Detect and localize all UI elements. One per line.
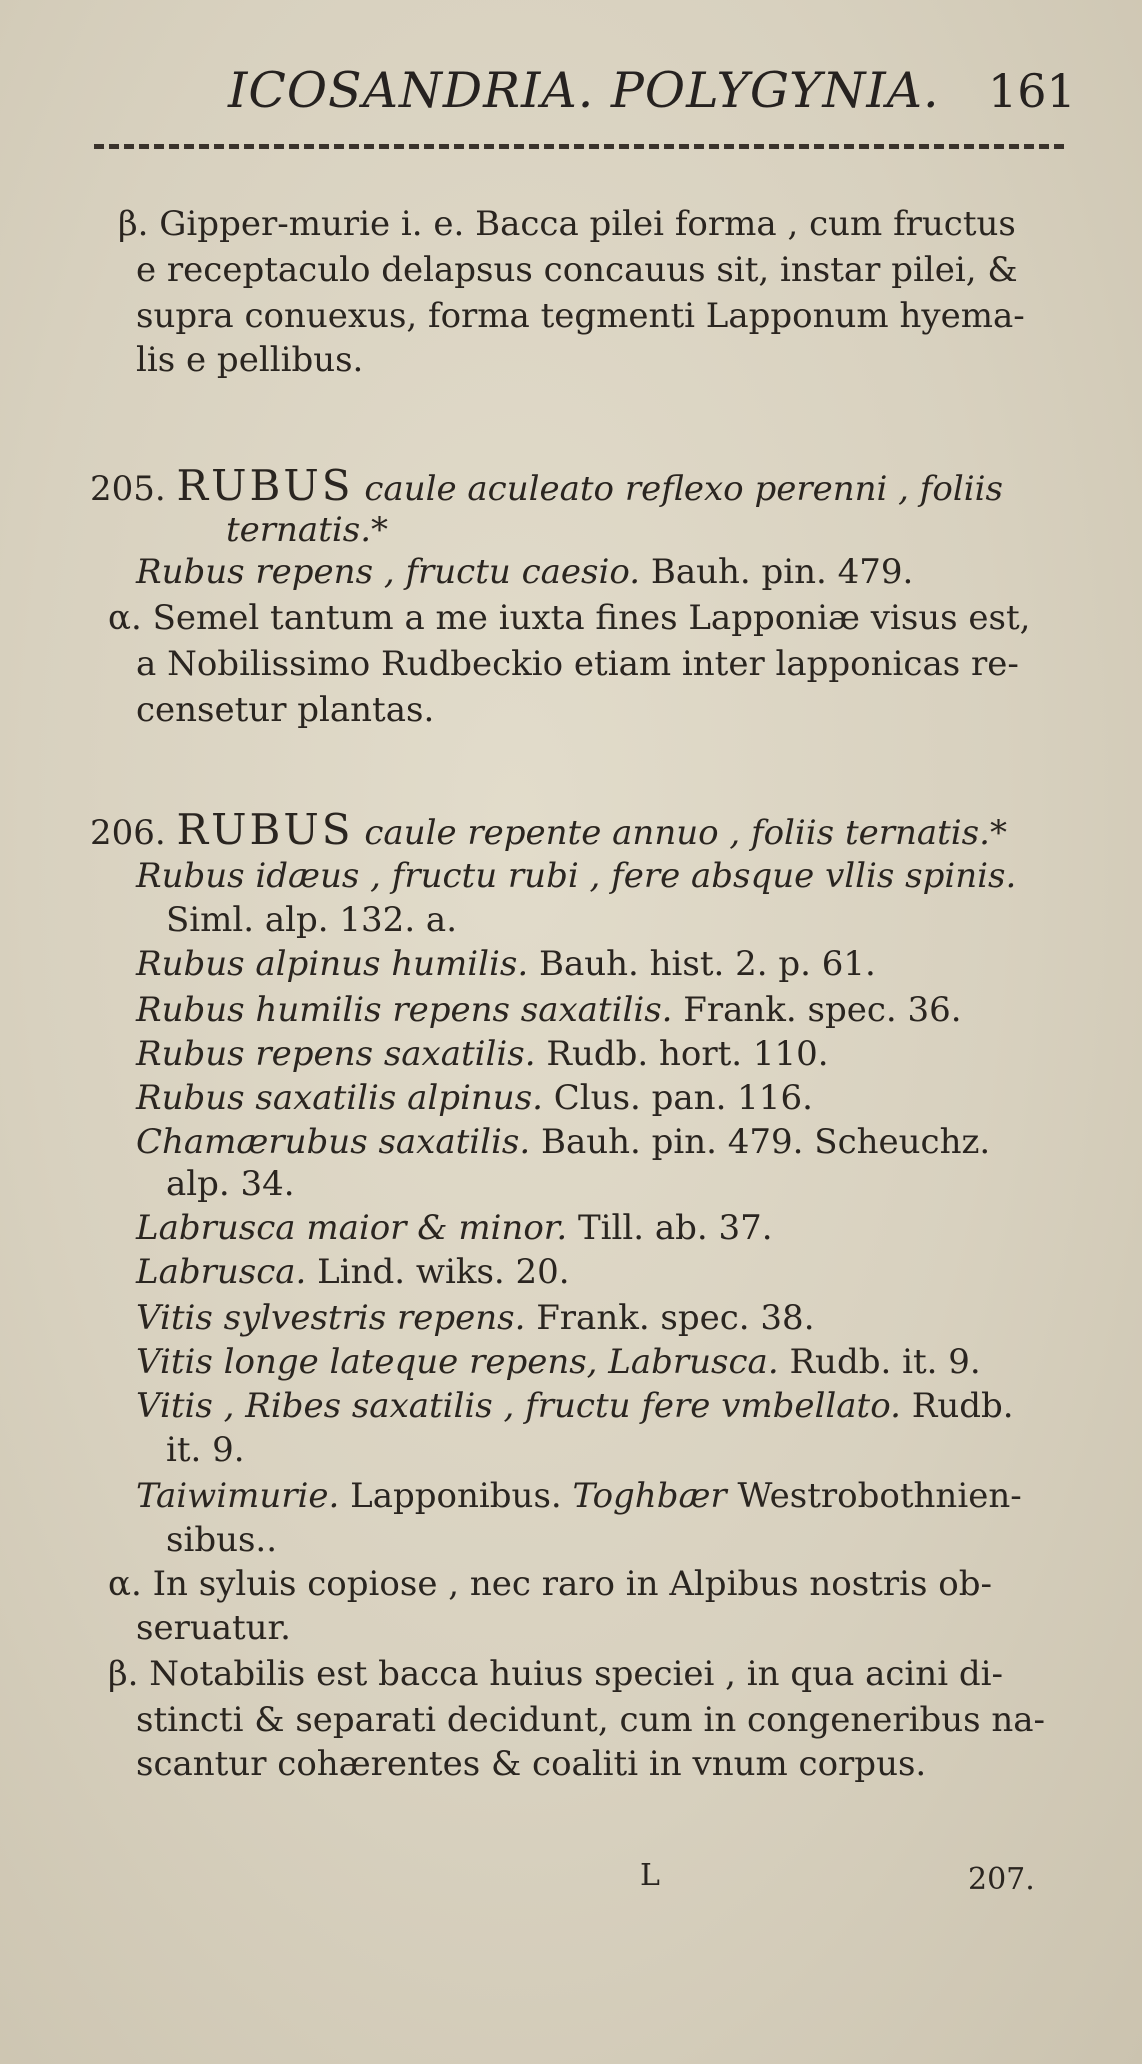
synonym-name: Taiwimurie. <box>136 1476 340 1516</box>
entry-206-alpha-line-1: α. In syluis copiose , nec raro in Alpibus nostris ob- <box>108 1564 992 1604</box>
entry-206-beta-line-2: stincti & separati decidunt, cum in congeneribus na- <box>136 1700 1046 1740</box>
entry-206-synonym-8 <box>136 1250 570 1294</box>
entry-206-synonym-11 <box>136 1384 1014 1428</box>
entry-206-synonym-6 <box>136 1120 990 1164</box>
beta-note-line-3: supra conuexus, forma tegmenti Lapponum hyema- <box>136 296 1025 336</box>
synonym-name: Rubus alpinus humilis. <box>136 944 529 984</box>
entry-206-synonym-1-ref: Siml. alp. 132. a. <box>166 900 458 940</box>
entry-205-alpha-line-1: α. Semel tantum a me iuxta fines Lapponiæ visus est, <box>108 598 1031 638</box>
synonym-name: Toghbær <box>572 1476 727 1516</box>
entry-205-synonym-line <box>136 550 913 594</box>
entry-206-synonym-10 <box>136 1340 981 1384</box>
synonym-name: Chamærubus saxatilis. <box>136 1122 531 1162</box>
synonym-name: Rubus saxatilis alpinus. <box>136 1078 543 1118</box>
entry-205-diagnosis-b: ternatis.* <box>226 510 388 550</box>
entry-206-beta-line-3: scantur cohærentes & coaliti in vnum corpus. <box>136 1744 927 1784</box>
synonym-name: Labrusca maior & minor. <box>136 1208 568 1248</box>
running-head-title: ICOSANDRIA. POLYGYNIA. <box>228 62 940 119</box>
entry-205-synonym: Rubus repens , fructu caesio. <box>136 552 641 592</box>
beta-note-line-4: lis e pellibus. <box>136 340 364 380</box>
synonym-name: Vitis sylvestris repens. <box>136 1298 526 1338</box>
synonym-ref: Frank. spec. 36. <box>683 990 962 1030</box>
entry-206-synonym-4 <box>136 1032 829 1076</box>
header-rule <box>94 144 1064 149</box>
synonym-name: Rubus humilis repens saxatilis. <box>136 990 673 1030</box>
synonym-ref: Lind. wiks. 20. <box>317 1252 570 1292</box>
beta-note-line-2: e receptaculo delapsus concauus sit, instar pilei, & <box>136 250 1018 290</box>
entry-206-synonym-5 <box>136 1076 813 1120</box>
synonym-ref: Bauh. hist. 2. p. 61. <box>538 944 876 984</box>
synonym-ref: Clus. pan. 116. <box>553 1078 813 1118</box>
beta-note-line-1: β. Gipper-murie i. e. Bacca pilei forma , cum fructus <box>118 204 1016 244</box>
entry-206-synonym-7 <box>136 1206 773 1250</box>
synonym-name: Labrusca. <box>136 1252 307 1292</box>
entry-206-alpha-line-2: seruatur. <box>136 1608 291 1648</box>
entry-206-number: 206. <box>90 813 166 853</box>
entry-206-synonym-2 <box>136 942 876 986</box>
entry-205-heading <box>90 461 1003 511</box>
entry-206-synonym-12 <box>136 1474 1022 1518</box>
synonym-name: Vitis longe lateque repens, Labrusca. <box>136 1342 779 1382</box>
entry-205-number: 205. <box>90 469 166 509</box>
entry-206-genus: RUBUS <box>176 805 354 854</box>
catchword: 207. <box>968 1862 1035 1897</box>
synonym-ref: Bauh. pin. 479. Scheuchz. <box>540 1122 991 1162</box>
synonym-ref: Lapponibus. <box>350 1476 562 1516</box>
synonym-ref: Till. ab. 37. <box>577 1208 773 1248</box>
entry-206-synonym-12-cont: sibus.. <box>166 1520 278 1560</box>
synonym-ref: Rudb. it. 9. <box>789 1342 981 1382</box>
entry-205-diagnosis-a: caule aculeato reflexo perenni , foliis <box>364 469 1003 509</box>
entry-205-alpha-line-3: censetur plantas. <box>136 690 435 730</box>
synonym-ref: Rudb. <box>911 1386 1014 1426</box>
synonym-ref: Rudb. hort. 110. <box>546 1034 829 1074</box>
entry-206-synonym-1-name: Rubus idæus , fructu rubi , fere absque vllis spinis. <box>136 856 1017 896</box>
entry-205-genus: RUBUS <box>176 461 354 510</box>
entry-206-synonym-11-cont: it. 9. <box>166 1430 245 1470</box>
synonym-ref: Frank. spec. 38. <box>536 1298 815 1338</box>
synonym-name: Vitis , Ribes saxatilis , fructu fere vmbellato. <box>136 1386 901 1426</box>
synonym-name: Rubus repens saxatilis. <box>136 1034 536 1074</box>
entry-205-alpha-line-2: a Nobilissimo Rudbeckio etiam inter lapponicas re- <box>136 644 1019 684</box>
entry-206-diagnosis: caule repente annuo , foliis ternatis.* <box>364 813 1007 853</box>
synonym-ref: Westrobothnien- <box>737 1476 1022 1516</box>
entry-206-heading <box>90 805 1007 855</box>
entry-206-synonym-9 <box>136 1296 815 1340</box>
entry-205-synonym-ref: Bauh. pin. 479. <box>650 552 914 592</box>
entry-206-synonym-3 <box>136 988 962 1032</box>
signature-mark: L <box>640 1858 660 1893</box>
entry-206-synonym-6-cont: alp. 34. <box>166 1164 295 1204</box>
page-number: 161 <box>988 64 1076 118</box>
entry-206-beta-line-1: β. Notabilis est bacca huius speciei , in qua acini di- <box>108 1654 1004 1694</box>
